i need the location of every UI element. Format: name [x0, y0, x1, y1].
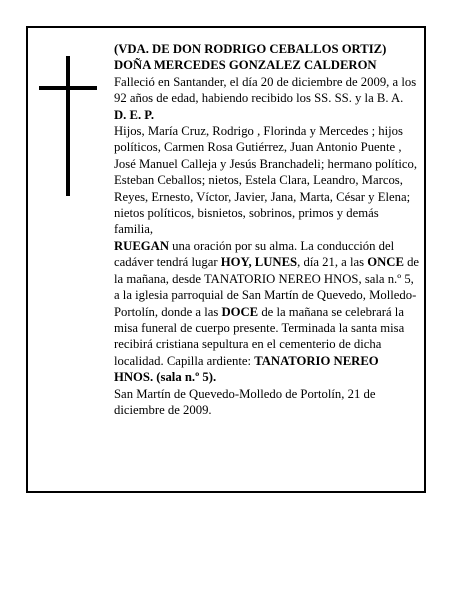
obituary-text [114, 41, 420, 418]
header-line-1: (VDA. DE DON RODRIGO CEBALLOS ORTIZ) [114, 42, 387, 56]
ceremony-text-3: de la mañana, desde TANATORIO NEREO HNOS, sala n.º 5, a la iglesia parroquial de San Martín de Quevedo, Molledo-Portolín, donde a las [114, 255, 420, 319]
ceremony-paragraph [114, 238, 420, 386]
ceremony-text-1: una oración por su alma. La conducción del cadáver tendrá lugar [114, 238, 395, 270]
cross-horizontal-bar [39, 86, 97, 90]
deceased-name: DOÑA MERCEDES GONZALEZ CALDERON [114, 58, 377, 73]
cross-vertical-bar [66, 56, 70, 196]
ceremony-text-4: de la mañana se celebrará la misa funeral de cuerpo presente. Terminada la santa misa recibirá cristiana sepultura en el cementerio de dicha localidad. Capilla ardiente: [114, 304, 405, 368]
family-list: Hijos, María Cruz, Rodrigo , Florinda y Mercedes ; hijos políticos, Carmen Rosa Gutiérrez, Juan Antonio Puente , José Manuel Calleja y Jesús Branchadeli; hermano político, Esteban Ceballos; nietos, Estela Clara, Leandro, Marcos, Reyes, Ernesto, Víctor, Javier, Jana, Marta, César y Elena; nietos políticos, bisnietos, sobrinos, primos y demás familia, [114, 124, 418, 237]
ceremony-text-2: , día 21, a las [297, 255, 368, 270]
dep-line: D. E. P. [114, 107, 155, 122]
ruegan-word: RUEGAN [114, 238, 169, 253]
death-notice: Falleció en Santander, el día 20 de diciembre de 2009, a los 92 años de edad, habiendo recibido los SS. SS. y la B. A. [114, 74, 417, 106]
chapel-name: TANATORIO NEREO HNOS. (sala n.º 5). [114, 353, 379, 385]
doce-word: DOCE [221, 304, 259, 319]
place-date: San Martín de Quevedo-Molledo de Portolín, 21 de diciembre de 2009. [114, 386, 376, 417]
hoy-lunes: HOY, LUNES [220, 255, 298, 270]
once-word: ONCE [367, 255, 404, 270]
